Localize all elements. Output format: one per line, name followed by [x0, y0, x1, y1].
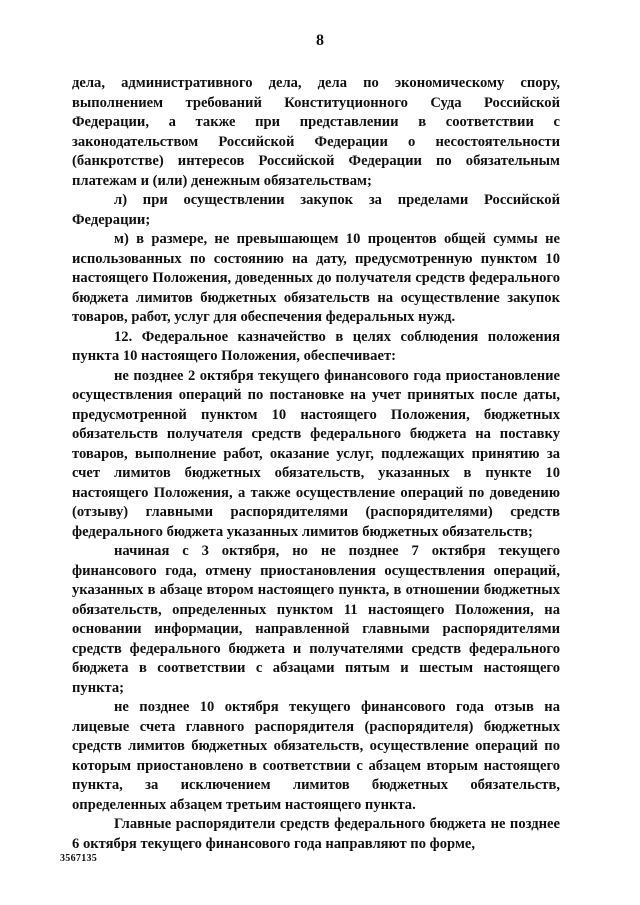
paragraph-suspension: не позднее 2 октября текущего финансового года приостановление осуществления операций по постановке на учет принятых после даты, предусмотренной пунктом 10 настоящего Положения, бюджетных обязательств получателя средств федерального бюджета на поставку товаров, выполнение работ, оказание услуг, подлежащих принятию за счет лимитов бюджетных обязательств, указанных в пункте 10 настоящего Положения, а также осуществление операций по доведению (отзыву) главными распорядителями (распорядителями) средств федерального бюджета указанных лимитов бюджетных обязательств;: [72, 367, 560, 540]
paragraph-cancellation: начиная с 3 октября, но не позднее 7 октября текущего финансового года, отмену приостановления осуществления операций, указанных в абзаце втором настоящего пункта, в отношении бюджетных обязательств, определенных пунктом 11 настоящего Положения, на основании информации, направленной главными распорядителями средств федерального бюджета и получателями средств федерального бюджета в соответствии с абзацами пятым и шестым настоящего пункта;: [72, 543, 560, 696]
paragraph-withdrawal: не позднее 10 октября текущего финансового года отзыв на лицевые счета главного распорядителя (распорядителя) бюджетных средств лимитов бюджетных обязательств, осуществление операций по которым приостановлено в соответствии с абзацем вторым настоящего пункта, за исключением лимитов бюджетных обязательств, определенных абзацем третьим настоящего пункта.: [72, 699, 560, 813]
paragraph-continuation: дела, административного дела, дела по экономическому спору, выполнением требований Конституционного Суда Российской Федерации, а также при представлении в соответствии с законодательством Российской Федерации о несостоятельности (банкротстве) интересов Российской Федерации по обязательным платежам и (или) денежным обязательствам;: [72, 75, 560, 189]
paragraph-item-l: л) при осуществлении закупок за пределами Российской Федерации;: [72, 192, 560, 228]
paragraph-main-managers: Главные распорядители средств федерального бюджета не позднее 6 октября текущего финансового года направляют по форме,: [72, 816, 560, 852]
document-code: 3567135: [60, 853, 98, 864]
page-number: 8: [316, 32, 324, 49]
document-body: [72, 74, 560, 854]
paragraph-item-m: м) в размере, не превышающем 10 процентов общей суммы не использованных по состоянию на дату, предусмотренную пунктом 10 настоящего Положения, доведенных до получателя средств федерального бюджета лимитов бюджетных обязательств на осуществление закупок товаров, работ, услуг для обеспечения федеральных нужд.: [72, 231, 560, 325]
paragraph-clause-12: 12. Федеральное казначейство в целях соблюдения положения пункта 10 настоящего Положения, обеспечивает:: [72, 328, 560, 364]
